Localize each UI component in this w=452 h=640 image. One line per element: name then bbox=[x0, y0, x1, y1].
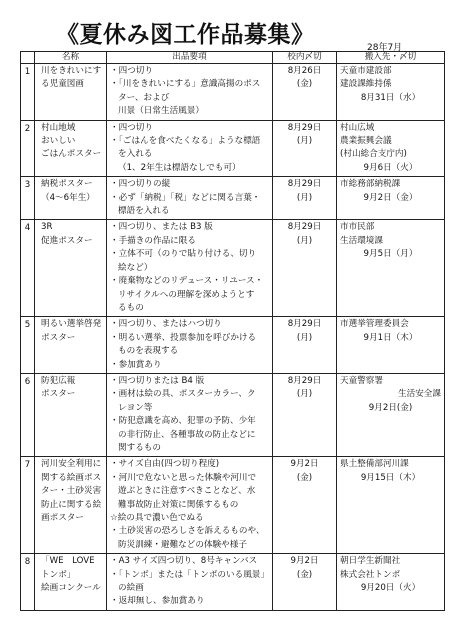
header-requirements: 出品要項 bbox=[107, 52, 273, 64]
row-number: 5 bbox=[21, 317, 35, 374]
table-row bbox=[21, 177, 445, 220]
destination-line: 9月6日（火） bbox=[363, 162, 418, 173]
destination-deadline bbox=[337, 220, 445, 317]
deadline-line: 8月29日 bbox=[287, 179, 322, 190]
requirement-line: ・四つ切りまたは B4 版 bbox=[110, 375, 205, 386]
requirement-line: ・河川で危ないと思った体験や河川で bbox=[110, 472, 257, 483]
requirement-line: ・サイズ自由(四つ切り程度) bbox=[110, 459, 220, 470]
requirement-line: 標語を入れる bbox=[118, 206, 170, 217]
requirement-line: ・四つ切り bbox=[110, 122, 153, 133]
header-name: 名称 bbox=[35, 52, 107, 64]
table-row bbox=[21, 220, 445, 317]
destination-line: 9月2日（金） bbox=[363, 192, 418, 203]
header-destination: 搬入先・〆切 bbox=[337, 52, 445, 64]
entry-table bbox=[20, 51, 445, 611]
requirement-line: ・土砂災害の恐ろしさを訴えるものや、 bbox=[110, 526, 265, 537]
deadline-line: (月) bbox=[296, 192, 313, 203]
row-number: 4 bbox=[21, 220, 35, 317]
table-row bbox=[21, 317, 445, 374]
school-deadline bbox=[273, 64, 337, 121]
requirement-line: ・立体不可（のりで貼り付ける、切り bbox=[110, 249, 257, 260]
entry-name bbox=[35, 220, 107, 317]
destination-line: 9月1日（木） bbox=[363, 332, 418, 343]
entry-name-line: ポスター bbox=[41, 389, 76, 400]
deadline-line: (月) bbox=[296, 235, 313, 246]
destination-line: 9月2日(金) bbox=[368, 402, 413, 413]
entry-requirements bbox=[107, 120, 273, 177]
entry-name-line: 防犯広報 bbox=[41, 375, 76, 386]
deadline-line: 9月2日 bbox=[290, 556, 319, 567]
requirement-line: ・画材は絵の具、ポスターカラー、ク bbox=[110, 389, 256, 400]
entry-name-line: 防止に関する絵 bbox=[41, 499, 102, 510]
entry-name-line: 明るい選挙啓発 bbox=[41, 319, 102, 330]
table-row bbox=[21, 64, 445, 121]
destination-line: 株式会社トンボ bbox=[340, 569, 401, 580]
destination-line: 朝日学生新聞社 bbox=[340, 556, 401, 567]
requirement-line: ・「ごはんを食べたくなる」ような標語 bbox=[110, 136, 261, 147]
requirement-line: ・「トンボ」または「トンボのいる風景」 bbox=[110, 569, 269, 580]
deadline-line: (金) bbox=[296, 472, 313, 483]
entry-requirements bbox=[107, 177, 273, 220]
deadline-line: 9月2日 bbox=[290, 459, 319, 470]
entry-name-line: ごはんポスター bbox=[41, 149, 102, 160]
requirement-line: ☆絵の具で濃い色でぬる bbox=[110, 513, 204, 523]
deadline-line: (月) bbox=[296, 136, 313, 147]
requirement-line: ・四つ切りの縦 bbox=[110, 179, 171, 190]
entry-name-line: 画ポスター bbox=[41, 513, 84, 523]
entry-name-line: 村山地域 bbox=[41, 122, 76, 133]
requirement-line: リサイクルへの理解を深めようとす bbox=[118, 289, 255, 300]
destination-line: 生活環境課 bbox=[340, 235, 383, 246]
destination-line: 市選挙管理委員会 bbox=[340, 319, 409, 330]
deadline-line: 8月29日 bbox=[287, 375, 322, 386]
row-number: 7 bbox=[21, 457, 35, 554]
deadline-line: 8月29日 bbox=[287, 222, 322, 233]
entry-name bbox=[35, 120, 107, 177]
requirement-line: 川景（日常生活風景） bbox=[118, 106, 204, 117]
requirement-line: の非行防止、各種事故の防止などに bbox=[118, 429, 256, 440]
requirement-line: ・明るい選挙、投票参加を呼びかける bbox=[110, 332, 257, 343]
destination-deadline bbox=[337, 177, 445, 220]
destination-deadline bbox=[337, 317, 445, 374]
requirement-line: レヨン等 bbox=[118, 402, 153, 413]
entry-name-line: 絵画コンクール bbox=[41, 583, 101, 594]
school-deadline bbox=[273, 177, 337, 220]
entry-name-line: 「WE LOVE bbox=[41, 556, 95, 567]
destination-line: 生活安全課 bbox=[398, 389, 441, 400]
requirement-line: の絵画 bbox=[118, 583, 144, 594]
entry-name-line: 3R bbox=[41, 222, 53, 233]
requirement-line: ・「川をきれいにする」意識高揚のポス bbox=[110, 79, 261, 90]
requirement-line: 難事故防止対策に関係するもの bbox=[118, 499, 239, 510]
requirement-line: を入れる bbox=[118, 149, 153, 160]
school-deadline bbox=[273, 220, 337, 317]
destination-line: 9月15日（木） bbox=[360, 472, 421, 483]
destination-deadline bbox=[337, 64, 445, 121]
requirement-line: ・廃棄物などのリデュース・リユース・ bbox=[110, 276, 264, 287]
table-row bbox=[21, 373, 445, 456]
deadline-line: (金) bbox=[296, 79, 313, 90]
page-title: 《夏休み図工作品募集》 bbox=[56, 22, 315, 48]
destination-line: 建設課維持係 bbox=[340, 79, 392, 90]
school-deadline bbox=[273, 554, 337, 611]
requirement-line: ものを表現する bbox=[118, 346, 179, 357]
destination-line: 市総務部納税課 bbox=[340, 179, 401, 190]
destination-deadline bbox=[337, 457, 445, 554]
requirement-line: ・返却無し、参加賞あり bbox=[110, 596, 205, 607]
destination-line: 市市民部 bbox=[340, 222, 375, 233]
destination-line: (村山総合支庁内) bbox=[340, 149, 407, 160]
requirement-line: ・四つ切り、またはハつ切り bbox=[110, 319, 222, 330]
requirement-line: ・必ず「納税」「税」などに関る言葉・ bbox=[110, 192, 261, 203]
destination-line: 村山広域 bbox=[340, 122, 375, 133]
destination-line: 9月5日（月） bbox=[363, 249, 418, 260]
entry-name bbox=[35, 457, 107, 554]
entry-name-line: 促進ポスター bbox=[41, 235, 93, 246]
row-number: 3 bbox=[21, 177, 35, 220]
table-row bbox=[21, 120, 445, 177]
entry-requirements bbox=[107, 64, 273, 121]
deadline-line: 8月29日 bbox=[287, 122, 322, 133]
issue-date: 28年7月 bbox=[367, 43, 403, 53]
entry-name-line: 河川安全利用に bbox=[41, 459, 102, 470]
requirement-line: 遊ぶときに注意すべきことなど、水 bbox=[118, 486, 256, 497]
entry-name bbox=[35, 64, 107, 121]
row-number: 2 bbox=[21, 120, 35, 177]
deadline-line: (月) bbox=[296, 332, 313, 343]
entry-name-line: 川をきれいにす bbox=[41, 66, 102, 76]
entry-requirements bbox=[107, 373, 273, 456]
requirement-line: 関するもの bbox=[118, 442, 161, 453]
requirement-line: 防災訓練・避難などの体験や様子 bbox=[118, 539, 247, 550]
deadline-line: 8月29日 bbox=[287, 319, 322, 330]
header-school-deadline: 校内〆切 bbox=[273, 52, 337, 64]
requirement-line: ・防犯意識を高め、犯罪の予防、少年 bbox=[110, 416, 256, 427]
school-deadline bbox=[273, 457, 337, 554]
destination-line: 天童市建設部 bbox=[340, 66, 392, 76]
destination-line: 8月31日（水） bbox=[360, 92, 421, 103]
entry-name-line: トンボ」 bbox=[41, 569, 76, 580]
destination-line: 天童警察署 bbox=[340, 375, 383, 386]
deadline-line: (金) bbox=[296, 569, 313, 580]
destination-line: 農業振興会議 bbox=[340, 136, 392, 147]
requirement-line: るもの bbox=[118, 302, 144, 313]
entry-requirements bbox=[107, 457, 273, 554]
entry-name-line: ポスター bbox=[41, 332, 76, 343]
entry-name bbox=[35, 373, 107, 456]
entry-name bbox=[35, 177, 107, 220]
table-header-row bbox=[21, 52, 445, 64]
entry-requirements bbox=[107, 317, 273, 374]
entry-name-line: 納税ポスター bbox=[41, 179, 93, 190]
requirement-line: ・A3 サイズ四つ切り、8号キャンバス bbox=[110, 556, 258, 567]
deadline-line: (月) bbox=[296, 389, 313, 400]
entry-name-line: ター・土砂災害 bbox=[41, 486, 102, 497]
destination-line: 9月20日（火） bbox=[360, 583, 421, 594]
school-deadline bbox=[273, 317, 337, 374]
destination-deadline bbox=[337, 554, 445, 611]
destination-deadline bbox=[337, 373, 445, 456]
requirement-line: ター、および bbox=[118, 92, 170, 103]
entry-name bbox=[35, 554, 107, 611]
requirement-line: 絵など） bbox=[118, 262, 153, 273]
requirement-line: ・四つ切り bbox=[110, 66, 153, 76]
row-number: 1 bbox=[21, 64, 35, 121]
school-deadline bbox=[273, 373, 337, 456]
entry-name-line: おいしい bbox=[41, 136, 76, 147]
entry-requirements bbox=[107, 220, 273, 317]
entry-name-line: る児童図画 bbox=[41, 79, 84, 90]
table-row bbox=[21, 554, 445, 611]
destination-line: 県土整備部河川課 bbox=[340, 459, 409, 470]
requirement-line: ・参加賞あり bbox=[110, 359, 162, 370]
requirement-line: ・手描きの作品に限る bbox=[110, 235, 196, 246]
school-deadline bbox=[273, 120, 337, 177]
row-number: 8 bbox=[21, 554, 35, 611]
entry-name bbox=[35, 317, 107, 374]
deadline-line: 8月26日 bbox=[287, 66, 322, 76]
entry-requirements bbox=[107, 554, 273, 611]
row-number: 6 bbox=[21, 373, 35, 456]
entry-name-line: （4～6年生） bbox=[41, 192, 95, 203]
entry-name-line: 関する絵画ポス bbox=[41, 472, 102, 483]
header-number bbox=[21, 52, 35, 64]
requirement-line: （1、2年生は標語なしでも可） bbox=[118, 162, 241, 173]
requirement-line: ・四つ切り、または B3 版 bbox=[110, 222, 213, 233]
table-row bbox=[21, 457, 445, 554]
destination-deadline bbox=[337, 120, 445, 177]
